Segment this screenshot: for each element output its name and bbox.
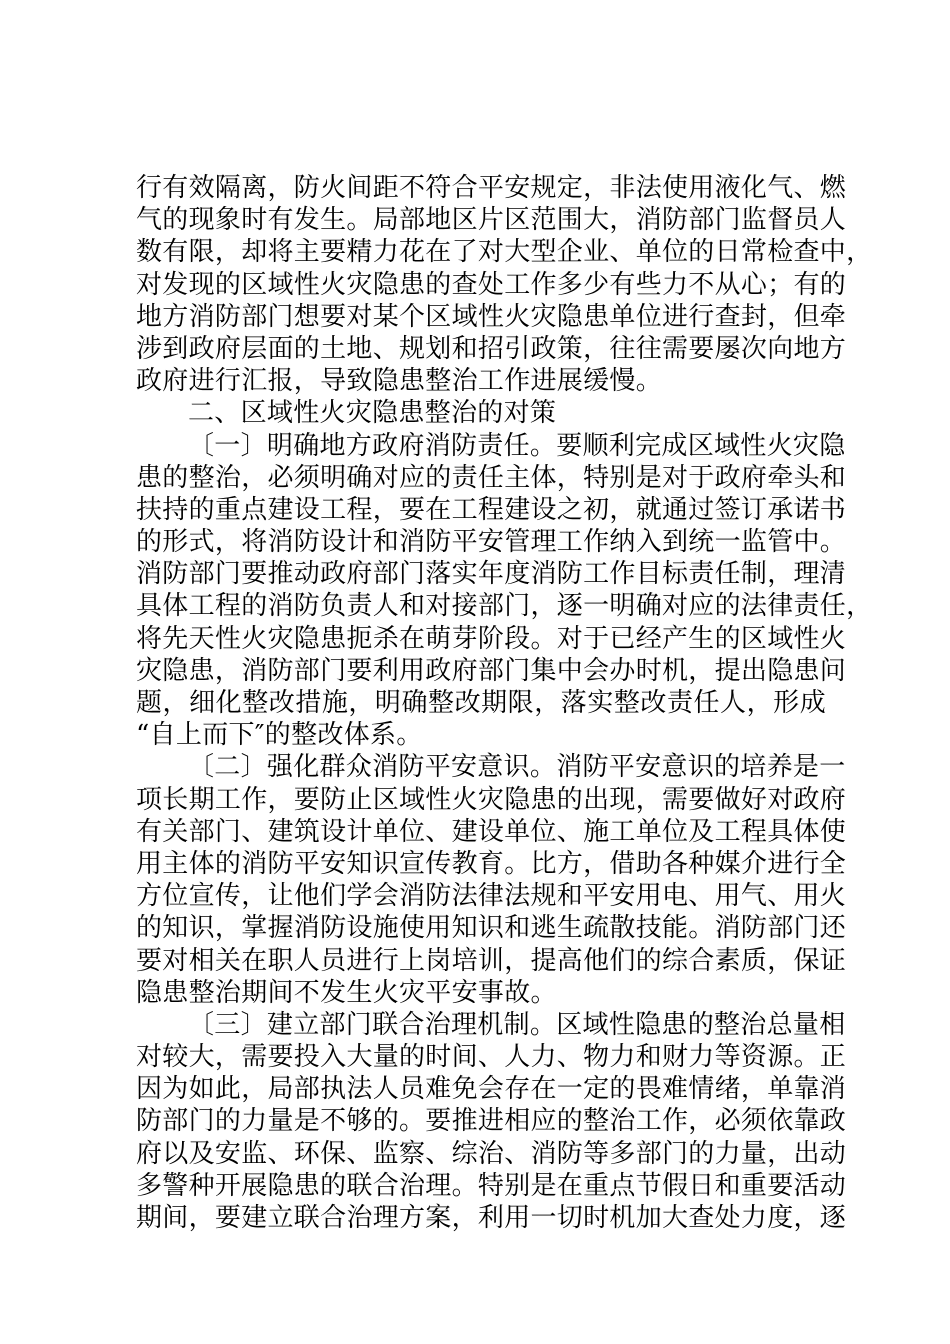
text-line: 灾隐患，消防部门要利用政府部门集中会办时机，提出隐患问 bbox=[136, 655, 847, 686]
text-line: 方位宣传，让他们学会消防法律法规和平安用电、用气、用火 bbox=[136, 881, 847, 912]
text-line: 行有效隔离，防火间距不符合平安规定，非法使用液化气、燃 bbox=[136, 173, 847, 203]
text-line: 期间，要建立联合治理方案，利用一切时机加大查处力度，逐 bbox=[136, 1203, 847, 1233]
text-line: 消防部门要推动政府部门落实年度消防工作目标责任制，理清 bbox=[136, 559, 847, 590]
text-line: 具体工程的消防负责人和对接部门，逐一明确对应的法律责任， bbox=[136, 591, 873, 622]
text-line: 项长期工作，要防止区域性火灾隐患的出现，需要做好对政府 bbox=[136, 784, 847, 815]
text-line: 府以及安监、环保、监察、综治、消防等多部门的力量，出动 bbox=[136, 1138, 847, 1169]
text-line: 扶持的重点建设工程，要在工程建设之初，就通过签订承诺书 bbox=[136, 494, 847, 525]
paragraph-first-line: 〔三〕建立部门联合治理机制。区域性隐患的整治总量相 bbox=[188, 1009, 846, 1040]
paragraph-first-line: 〔二〕强化群众消防平安意识。消防平安意识的培养是一 bbox=[188, 752, 846, 783]
text-line: 要对相关在职人员进行上岗培训，提高他们的综合素质，保证 bbox=[136, 945, 847, 976]
paragraph-first-line: 〔一〕明确地方政府消防责任。要顺利完成区域性火灾隐 bbox=[188, 430, 846, 461]
text-line: 政府进行汇报，导致隐患整治工作进展缓慢。 bbox=[136, 366, 663, 397]
text-line: 气的现象时有发生。局部地区片区范围大，消防部门监督员人 bbox=[136, 205, 847, 236]
text-line: 对较大，需要投入大量的时间、人力、物力和财力等资源。正 bbox=[136, 1042, 847, 1073]
text-line: “自上而下″的整改体系。 bbox=[136, 720, 423, 751]
text-line: 题，细化整改措施，明确整改期限，落实整改责任人，形成 bbox=[136, 688, 826, 718]
text-line: 对发现的区域性火灾隐患的查处工作多少有些力不从心；有的 bbox=[136, 269, 847, 300]
text-line: 将先天性火灾隐患扼杀在萌芽阶段。对于已经产生的区域性火 bbox=[136, 623, 847, 654]
text-line: 患的整治，必须明确对应的责任主体，特别是对于政府牵头和 bbox=[136, 462, 847, 493]
section-heading: 二、区域性火灾隐患整治的对策 bbox=[188, 398, 557, 429]
text-line: 涉到政府层面的土地、规划和招引政策，往往需要屡次向地方 bbox=[136, 333, 847, 364]
text-line: 用主体的消防平安知识宣传教育。比方，借助各种媒介进行全 bbox=[136, 848, 847, 879]
text-line: 地方消防部门想要对某个区域性火灾隐患单位进行查封，但牵 bbox=[136, 301, 847, 332]
text-line: 因为如此，局部执法人员难免会存在一定的畏难情绪，单靠消 bbox=[136, 1074, 847, 1105]
text-line: 数有限，却将主要精力花在了对大型企业、单位的日常检查中， bbox=[136, 237, 873, 268]
body-text bbox=[136, 172, 873, 1234]
text-line: 隐患整治期间不发生火灾平安事故。 bbox=[136, 977, 557, 1008]
text-line: 防部门的力量是不够的。要推进相应的整治工作，必须依靠政 bbox=[136, 1106, 847, 1137]
text-line: 有关部门、建筑设计单位、建设单位、施工单位及工程具体使 bbox=[136, 816, 847, 847]
text-line: 的知识，掌握消防设施使用知识和逃生疏散技能。消防部门还 bbox=[136, 913, 847, 944]
text-line: 的形式，将消防设计和消防平安管理工作纳入到统一监管中。 bbox=[136, 527, 847, 558]
text-line: 多警种开展隐患的联合治理。特别是在重点节假日和重要活动 bbox=[136, 1170, 847, 1201]
